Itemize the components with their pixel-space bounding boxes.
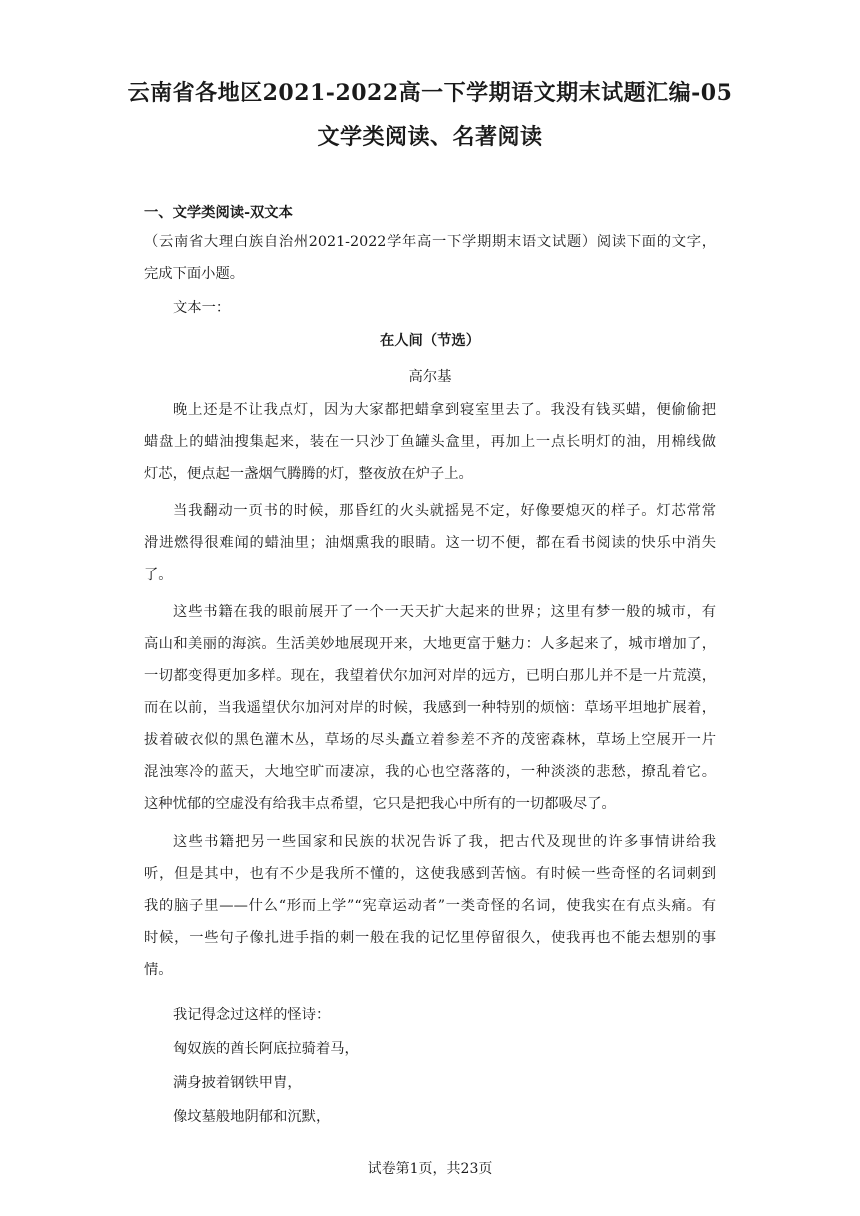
paragraph-line: 这种忧郁的空虚没有给我丰点希望，它只是把我心中所有的一切都吸尽了。 (144, 796, 616, 812)
paragraph-line: 了。 (144, 567, 173, 583)
poem-line: 匈奴族的酋长阿底拉骑着马， (173, 1041, 359, 1057)
section-heading: 一、文学类阅读-双文本 (144, 205, 293, 221)
paragraph-line: 混浊寒冷的蓝天，大地空旷而凄凉，我的心也空落落的，一种淡淡的悲愁，撩乱着它。 (144, 764, 716, 780)
paragraph-line: 滑进燃得很难闻的蜡油里；油烟熏我的眼睛。这一切不便，都在看书阅读的快乐中消失 (144, 535, 716, 551)
paragraph-line: 听，但是其中，也有不少是我所不懂的，这使我感到苦恼。有时候一些奇怪的名词刺到 (144, 866, 716, 882)
document-title-line-1: 云南省各地区2021-2022高一下学期语文期末试题汇编-05 (127, 80, 733, 106)
source-line: （云南省大理白族自治州2021-2022学年高一下学期期末语文试题）阅读下面的文字， (144, 234, 716, 250)
paragraph-line: 高山和美丽的海滨。生活美妙地展现开来，大地更富于魅力：人多起来了，城市增加了， (144, 636, 716, 652)
paragraph-line: 情。 (144, 962, 173, 978)
paragraph-line: 时候，一些句子像扎进手指的刺一般在我的记忆里停留很久，使我再也不能去想别的事 (144, 930, 716, 946)
paragraph-line: 而在以前，当我遥望伏尔加河对岸的时候，我感到一种特别的烦恼：草场平坦地扩展着， (144, 700, 716, 716)
poem-line: 像坟墓般地阴郁和沉默， (173, 1109, 331, 1125)
source-line: 完成下面小题。 (144, 266, 245, 282)
paragraph-line: 晚上还是不让我点灯，因为大家都把蜡拿到寝室里去了。我没有钱买蜡，便偷偷把 (173, 402, 716, 418)
paragraph-line: 灯芯，便点起一盏烟气腾腾的灯，整夜放在炉子上。 (144, 466, 473, 482)
excerpt-title: 在人间（节选） (379, 333, 481, 349)
text-label: 文本一： (173, 300, 231, 316)
page-footer: 试卷第1页，共23页 (367, 1161, 493, 1177)
paragraph-line: 这些书籍把另一些国家和民族的状况告诉了我，把古代及现世的许多事情讲给我 (173, 834, 716, 850)
author-name: 高尔基 (408, 369, 452, 385)
paragraph-line: 拔着破衣似的黑色灌木丛，草场的尽头矗立着参差不齐的茂密森林，草场上空展开一片 (144, 732, 716, 748)
paragraph-line: 我记得念过这样的怪诗： (173, 1007, 331, 1023)
poem-line: 满身披着钢铁甲胄， (173, 1075, 302, 1091)
paragraph-line: 一切都变得更加多样。现在，我望着伏尔加河对岸的远方，已明白那儿并不是一片荒漠， (144, 668, 716, 684)
paragraph-line: 这些书籍在我的眼前展开了一个一天天扩大起来的世界；这里有梦一般的城市，有 (173, 604, 716, 620)
paragraph-line: 我的脑子里——什么“形而上学”“宪章运动者”一类奇怪的名词，使我实在有点头痛。有 (144, 898, 716, 914)
document-title-line-2: 文学类阅读、名著阅读 (317, 124, 543, 150)
paragraph-line: 当我翻动一页书的时候，那昏红的火头就摇晃不定，好像要熄灭的样子。灯芯常常 (173, 503, 716, 519)
paragraph-line: 蜡盘上的蜡油搜集起来，装在一只沙丁鱼罐头盒里，再加上一点长明灯的油，用棉线做 (144, 434, 716, 450)
